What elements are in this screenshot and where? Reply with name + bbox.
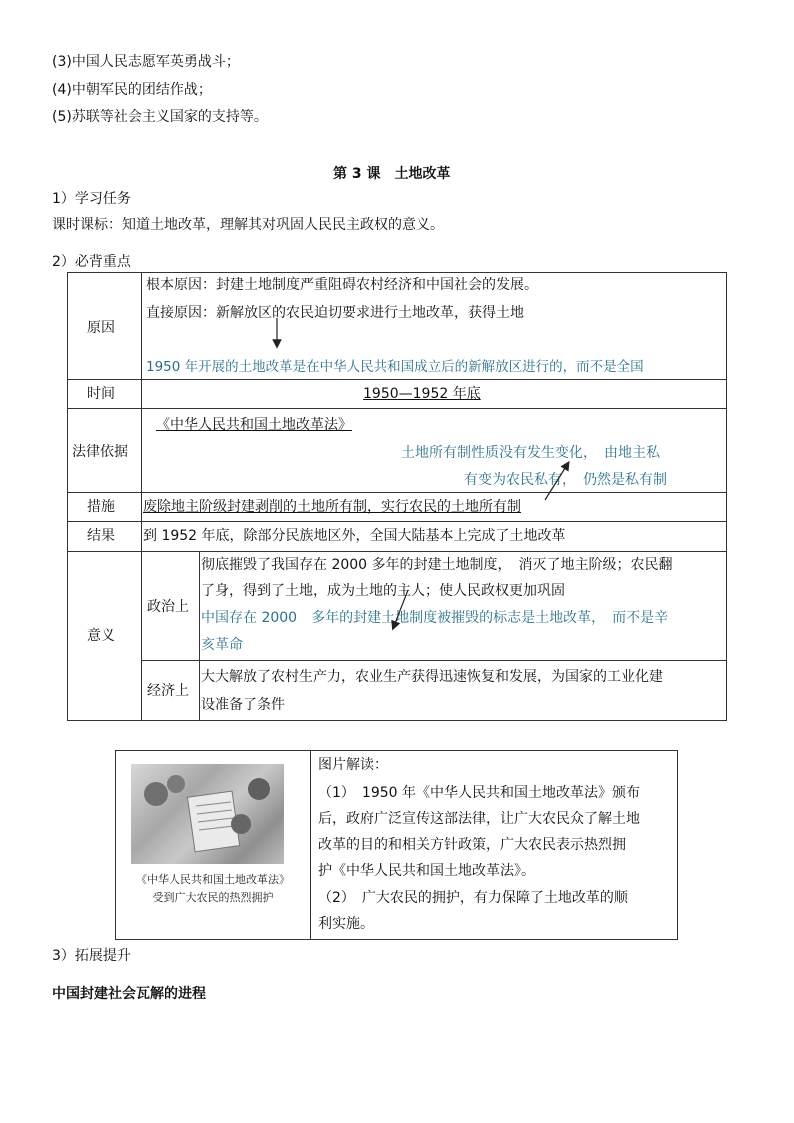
list-item-4: (4)中朝军民的团结作战； bbox=[52, 82, 212, 98]
crowd-image-icon bbox=[131, 764, 284, 864]
cause-note: 1950 年开展的土地改革是在中华人民共和国成立后的新解放区进行的，而不是全国 bbox=[146, 359, 644, 375]
measure-label: 措施 bbox=[87, 499, 115, 515]
political-note-2: 亥革命 bbox=[201, 637, 243, 653]
meaning-label: 意义 bbox=[87, 628, 115, 644]
result-value: 到 1952 年底，除部分民族地区外，全国大陆基本上完成了土地改革 bbox=[143, 528, 566, 544]
photo-caption-2: 受到广大农民的热烈拥护 bbox=[152, 891, 274, 904]
picture-reading-cell bbox=[310, 750, 678, 940]
law-note-2: 有变为农民私有， 仍然是私有制 bbox=[464, 472, 667, 488]
land-reform-photo bbox=[131, 764, 284, 864]
economic-line-2: 设准备了条件 bbox=[201, 697, 285, 713]
law-value: 《中华人民共和国土地改革法》 bbox=[156, 417, 352, 433]
photo-caption-1: 《中华人民共和国土地改革法》 bbox=[136, 873, 290, 886]
measure-value: 废除地主阶级封建剥削的土地所有制，实行农民的土地所有制 bbox=[143, 499, 521, 515]
political-line-2: 了身，得到了土地，成为土地的主人；使人民政权更加巩固 bbox=[201, 583, 565, 599]
economic-label: 经济上 bbox=[147, 683, 189, 699]
reading-line: （1） 1950 年《中华人民共和国土地改革法》颁布 bbox=[318, 785, 640, 801]
time-value: 1950—1952 年底 bbox=[363, 386, 481, 402]
result-label: 结果 bbox=[87, 528, 115, 544]
reading-line: 护《中华人民共和国土地改革法》。 bbox=[318, 863, 535, 879]
list-item-5: (5)苏联等社会主义国家的支持等。 bbox=[52, 109, 268, 125]
arrow-political-icon bbox=[394, 590, 408, 626]
political-label: 政治上 bbox=[147, 599, 189, 615]
time-label: 时间 bbox=[87, 386, 115, 402]
cause-label: 原因 bbox=[87, 320, 115, 336]
arrow-law-icon bbox=[545, 465, 567, 500]
lesson-title: 第 3 课 土地改革 bbox=[333, 166, 451, 182]
reading-line: 后，政府广泛宣传这部法律，让广大农民众了解土地 bbox=[318, 811, 640, 827]
reading-title: 图片解读： bbox=[318, 757, 388, 773]
list-item-3: (3)中国人民志愿军英勇战斗； bbox=[52, 54, 240, 70]
economic-line-1: 大大解放了农村生产力，农业生产获得迅速恢复和发展，为国家的工业化建 bbox=[201, 669, 663, 685]
political-line-1: 彻底摧毁了我国存在 2000 多年的封建土地制度， 消灭了地主阶级；农民翻 bbox=[201, 557, 673, 573]
bottom-heading: 中国封建社会瓦解的进程 bbox=[52, 986, 206, 1002]
cause-direct: 直接原因：新解放区的农民迫切要求进行土地改革，获得土地 bbox=[146, 305, 524, 321]
section3-heading: 3）拓展提升 bbox=[52, 948, 131, 964]
law-note-1: 土地所有制性质没有发生变化， 由地主私 bbox=[401, 445, 660, 461]
reading-line: （2） 广大农民的拥护，有力保障了土地改革的顺 bbox=[318, 890, 628, 906]
cause-root: 根本原因：封建土地制度严重阻碍农村经济和中国社会的发展。 bbox=[146, 277, 538, 293]
political-note-1: 中国存在 2000 多年的封建土地制度被摧毁的标志是土地改革， 而不是辛 bbox=[201, 610, 669, 626]
section1-heading: 1）学习任务 bbox=[52, 191, 131, 207]
section1-text: 课时课标：知道土地改革，理解其对巩固人民民主政权的意义。 bbox=[52, 217, 444, 233]
reading-line: 改革的目的和相关方针政策，广大农民表示热烈拥 bbox=[318, 837, 626, 853]
reading-line: 利实施。 bbox=[318, 916, 374, 932]
law-label: 法律依据 bbox=[72, 444, 128, 460]
section2-heading: 2）必背重点 bbox=[52, 254, 131, 270]
